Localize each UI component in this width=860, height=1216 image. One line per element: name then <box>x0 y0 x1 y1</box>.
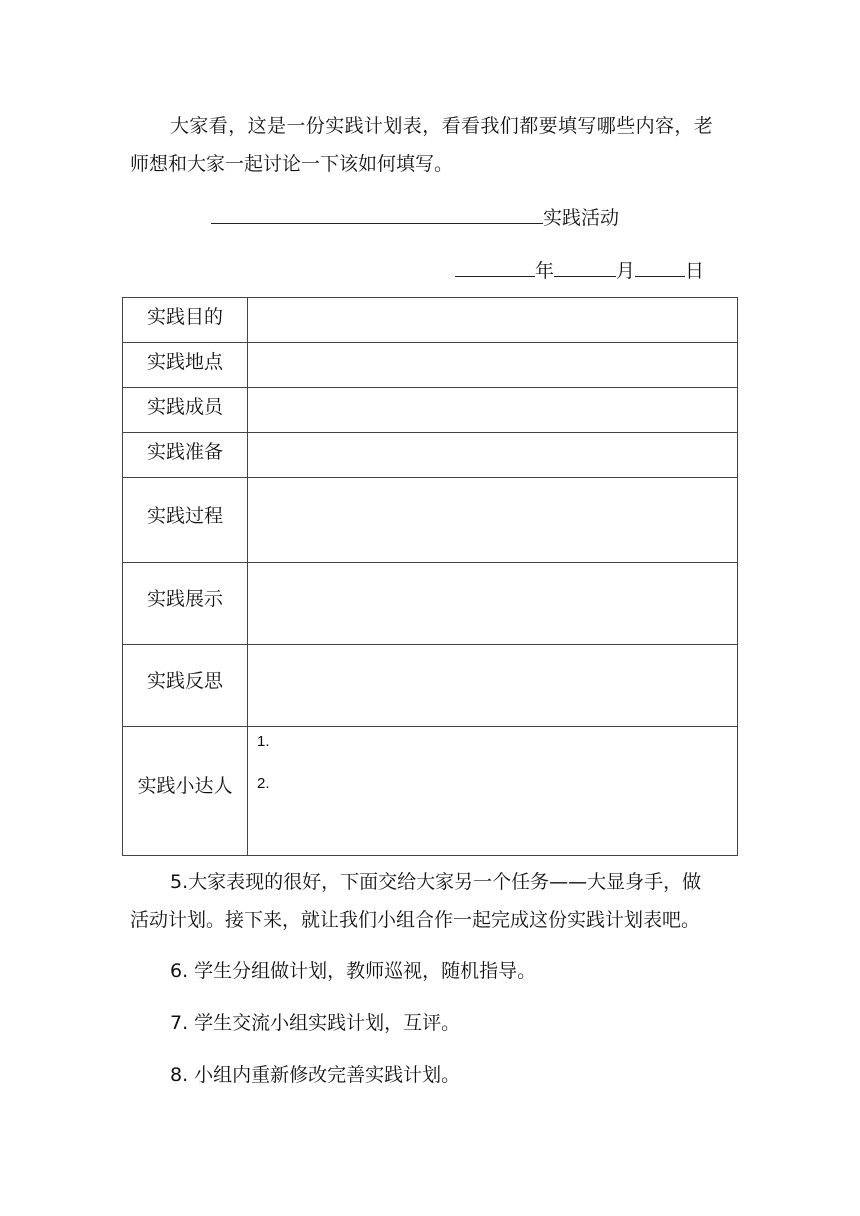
year-blank[interactable] <box>455 259 535 277</box>
row-label-process: 实践过程 <box>123 478 248 563</box>
step-5-line-1: 5.大家表现的很好，下面交给大家另一个任务——大显身手，做 <box>170 871 702 893</box>
step-6: 6. 学生分组做计划，教师巡视，随机指导。 <box>170 960 537 982</box>
row-label-showcase: 实践展示 <box>123 563 248 645</box>
table-row <box>123 563 738 645</box>
table-row <box>123 343 738 388</box>
row-label-reflection: 实践反思 <box>123 645 248 727</box>
practice-plan-table <box>122 297 738 856</box>
row-field-members[interactable] <box>248 388 738 433</box>
row-label-goal: 实践目的 <box>123 298 248 343</box>
step-8: 8. 小组内重新修改完善实践计划。 <box>170 1064 461 1086</box>
row-label-star: 实践小达人 <box>123 727 248 856</box>
row-field-showcase[interactable] <box>248 563 738 645</box>
row-label-place: 实践地点 <box>123 343 248 388</box>
day-blank[interactable] <box>635 259 685 277</box>
row-label-preparation: 实践准备 <box>123 433 248 478</box>
star-item-1: 1. <box>257 733 270 750</box>
table-row <box>123 298 738 343</box>
row-label-members: 实践成员 <box>123 388 248 433</box>
table-row <box>123 727 738 856</box>
row-field-reflection[interactable] <box>248 645 738 727</box>
intro-line-2: 师想和大家一起讨论一下该如何填写。 <box>130 153 454 175</box>
table-row <box>123 388 738 433</box>
year-label: 年 <box>535 260 555 282</box>
row-field-preparation[interactable] <box>248 433 738 478</box>
month-blank[interactable] <box>554 259 616 277</box>
row-field-place[interactable] <box>248 343 738 388</box>
step-7: 7. 学生交流小组实践计划，互评。 <box>170 1012 461 1034</box>
form-title <box>211 206 619 228</box>
row-field-star[interactable] <box>248 727 738 856</box>
activity-name-blank[interactable] <box>211 206 543 224</box>
step-5-line-2: 活动计划。接下来，就让我们小组合作一起完成这份实践计划表吧。 <box>130 909 701 931</box>
month-label: 月 <box>616 260 636 282</box>
intro-line-1: 大家看，这是一份实践计划表，看看我们都要填写哪些内容，老 <box>170 115 714 137</box>
table-row <box>123 645 738 727</box>
day-label: 日 <box>685 260 705 282</box>
form-title-suffix: 实践活动 <box>543 207 620 229</box>
row-field-process[interactable] <box>248 478 738 563</box>
row-field-goal[interactable] <box>248 298 738 343</box>
star-item-2: 2. <box>257 775 270 792</box>
table-row <box>123 433 738 478</box>
table-row <box>123 478 738 563</box>
form-date <box>455 259 704 281</box>
